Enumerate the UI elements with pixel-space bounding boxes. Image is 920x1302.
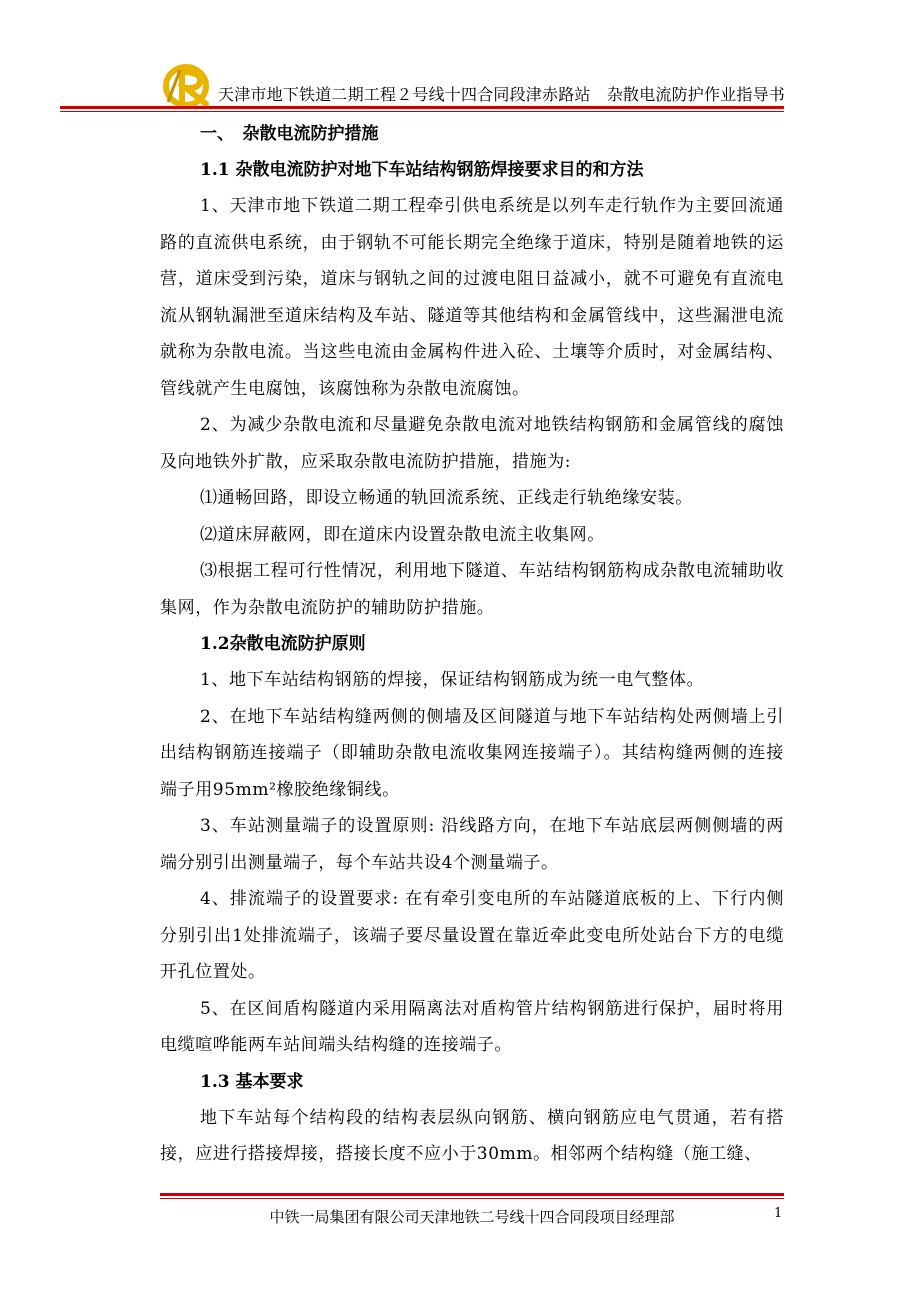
paragraph: ⑶根据工程可行性情况，利用地下隧道、车站结构钢筋构成杂散电流辅助收集网，作为杂散电流防护的辅助防护措施。 <box>160 561 784 618</box>
company-logo-icon <box>162 62 218 108</box>
page-number: 1 <box>774 1206 783 1221</box>
subsection-heading-1-2: 1.2杂散电流防护原则 <box>200 634 366 654</box>
header-rule <box>60 106 784 109</box>
document-body <box>160 116 784 1173</box>
paragraph: 5、在区间盾构隧道内采用隔离法对盾构管片结构钢筋进行保护，届时将用电缆喧哗能两车站间端头结构缝的连接端子。 <box>160 998 784 1055</box>
paragraph: 2、为减少杂散电流和尽量避免杂散电流对地铁结构钢筋和金属管线的腐蚀及向地铁外扩散，应采取杂散电流防护措施，措施为: <box>160 415 784 472</box>
footer-rule-thin <box>160 1198 784 1199</box>
paragraph: 1、地下车站结构钢筋的焊接，保证结构钢筋成为统一电气整体。 <box>200 670 705 690</box>
paragraph: 3、车站测量端子的设置原则: 沿线路方向，在地下车站底层两侧侧墙的两端分别引出测量端子，每个车站共设4个测量端子。 <box>160 816 784 873</box>
section-heading: 一、 杂散电流防护措施 <box>200 124 379 144</box>
paragraph: 1、天津市地下铁道二期工程牵引供电系统是以列车走行轨作为主要回流通路的直流供电系统，由于钢轨不可能长期完全绝缘于道床，特别是随着地铁的运营，道床受到污染，道床与钢轨之间的过渡电阻日益减小，就不可避免有直流电流从钢轨漏泄至道床结构及车站、隧道等其他结构和金属管线中，这些漏泄电流就称为杂散电流。当这些电流由金属构件进入砼、土壤等介质时，对金属结构、管线就产生电腐蚀，该腐蚀称为杂散电流腐蚀。 <box>160 196 784 399</box>
paragraph: 地下车站每个结构段的结构表层纵向钢筋、横向钢筋应电气贯通，若有搭接，应进行搭接焊接，搭接长度不应小于30mm。相邻两个结构缝（施工缝、 <box>160 1107 784 1164</box>
paragraph: 2、在地下车站结构缝两侧的侧墙及区间隧道与地下车站结构处两侧墙上引出结构钢筋连接端子（即辅助杂散电流收集网连接端子）。其结构缝两侧的连接端子用95mm²橡胶绝缘铜线。 <box>160 706 784 800</box>
paragraph: 4、排流端子的设置要求: 在有牵引变电所的车站隧道底板的上、下行内侧分别引出1处排流端子，该端子要尽量设置在靠近牵此变电所处站台下方的电缆开孔位置处。 <box>160 889 784 982</box>
footer-rule <box>160 1193 784 1196</box>
paragraph: ⑴通畅回路，即设立畅通的轨回流系统、正线走行轨绝缘安装。 <box>200 488 693 508</box>
subsection-heading-1-1: 1.1 杂散电流防护对地下车站结构钢筋焊接要求目的和方法 <box>200 160 644 180</box>
header-title: 天津市地下铁道二期工程２号线十四合同段津赤路站 杂散电流防护作业指导书 <box>218 85 786 104</box>
header-rule-thin <box>60 111 784 112</box>
paragraph: ⑵道床屏蔽网，即在道床内设置杂散电流主收集网。 <box>200 524 605 545</box>
footer-text: 中铁一局集团有限公司天津地铁二号线十四合同段项目经理部 <box>269 1208 675 1226</box>
page-header <box>160 62 784 110</box>
subsection-heading-1-3: 1.3 基本要求 <box>200 1071 304 1092</box>
